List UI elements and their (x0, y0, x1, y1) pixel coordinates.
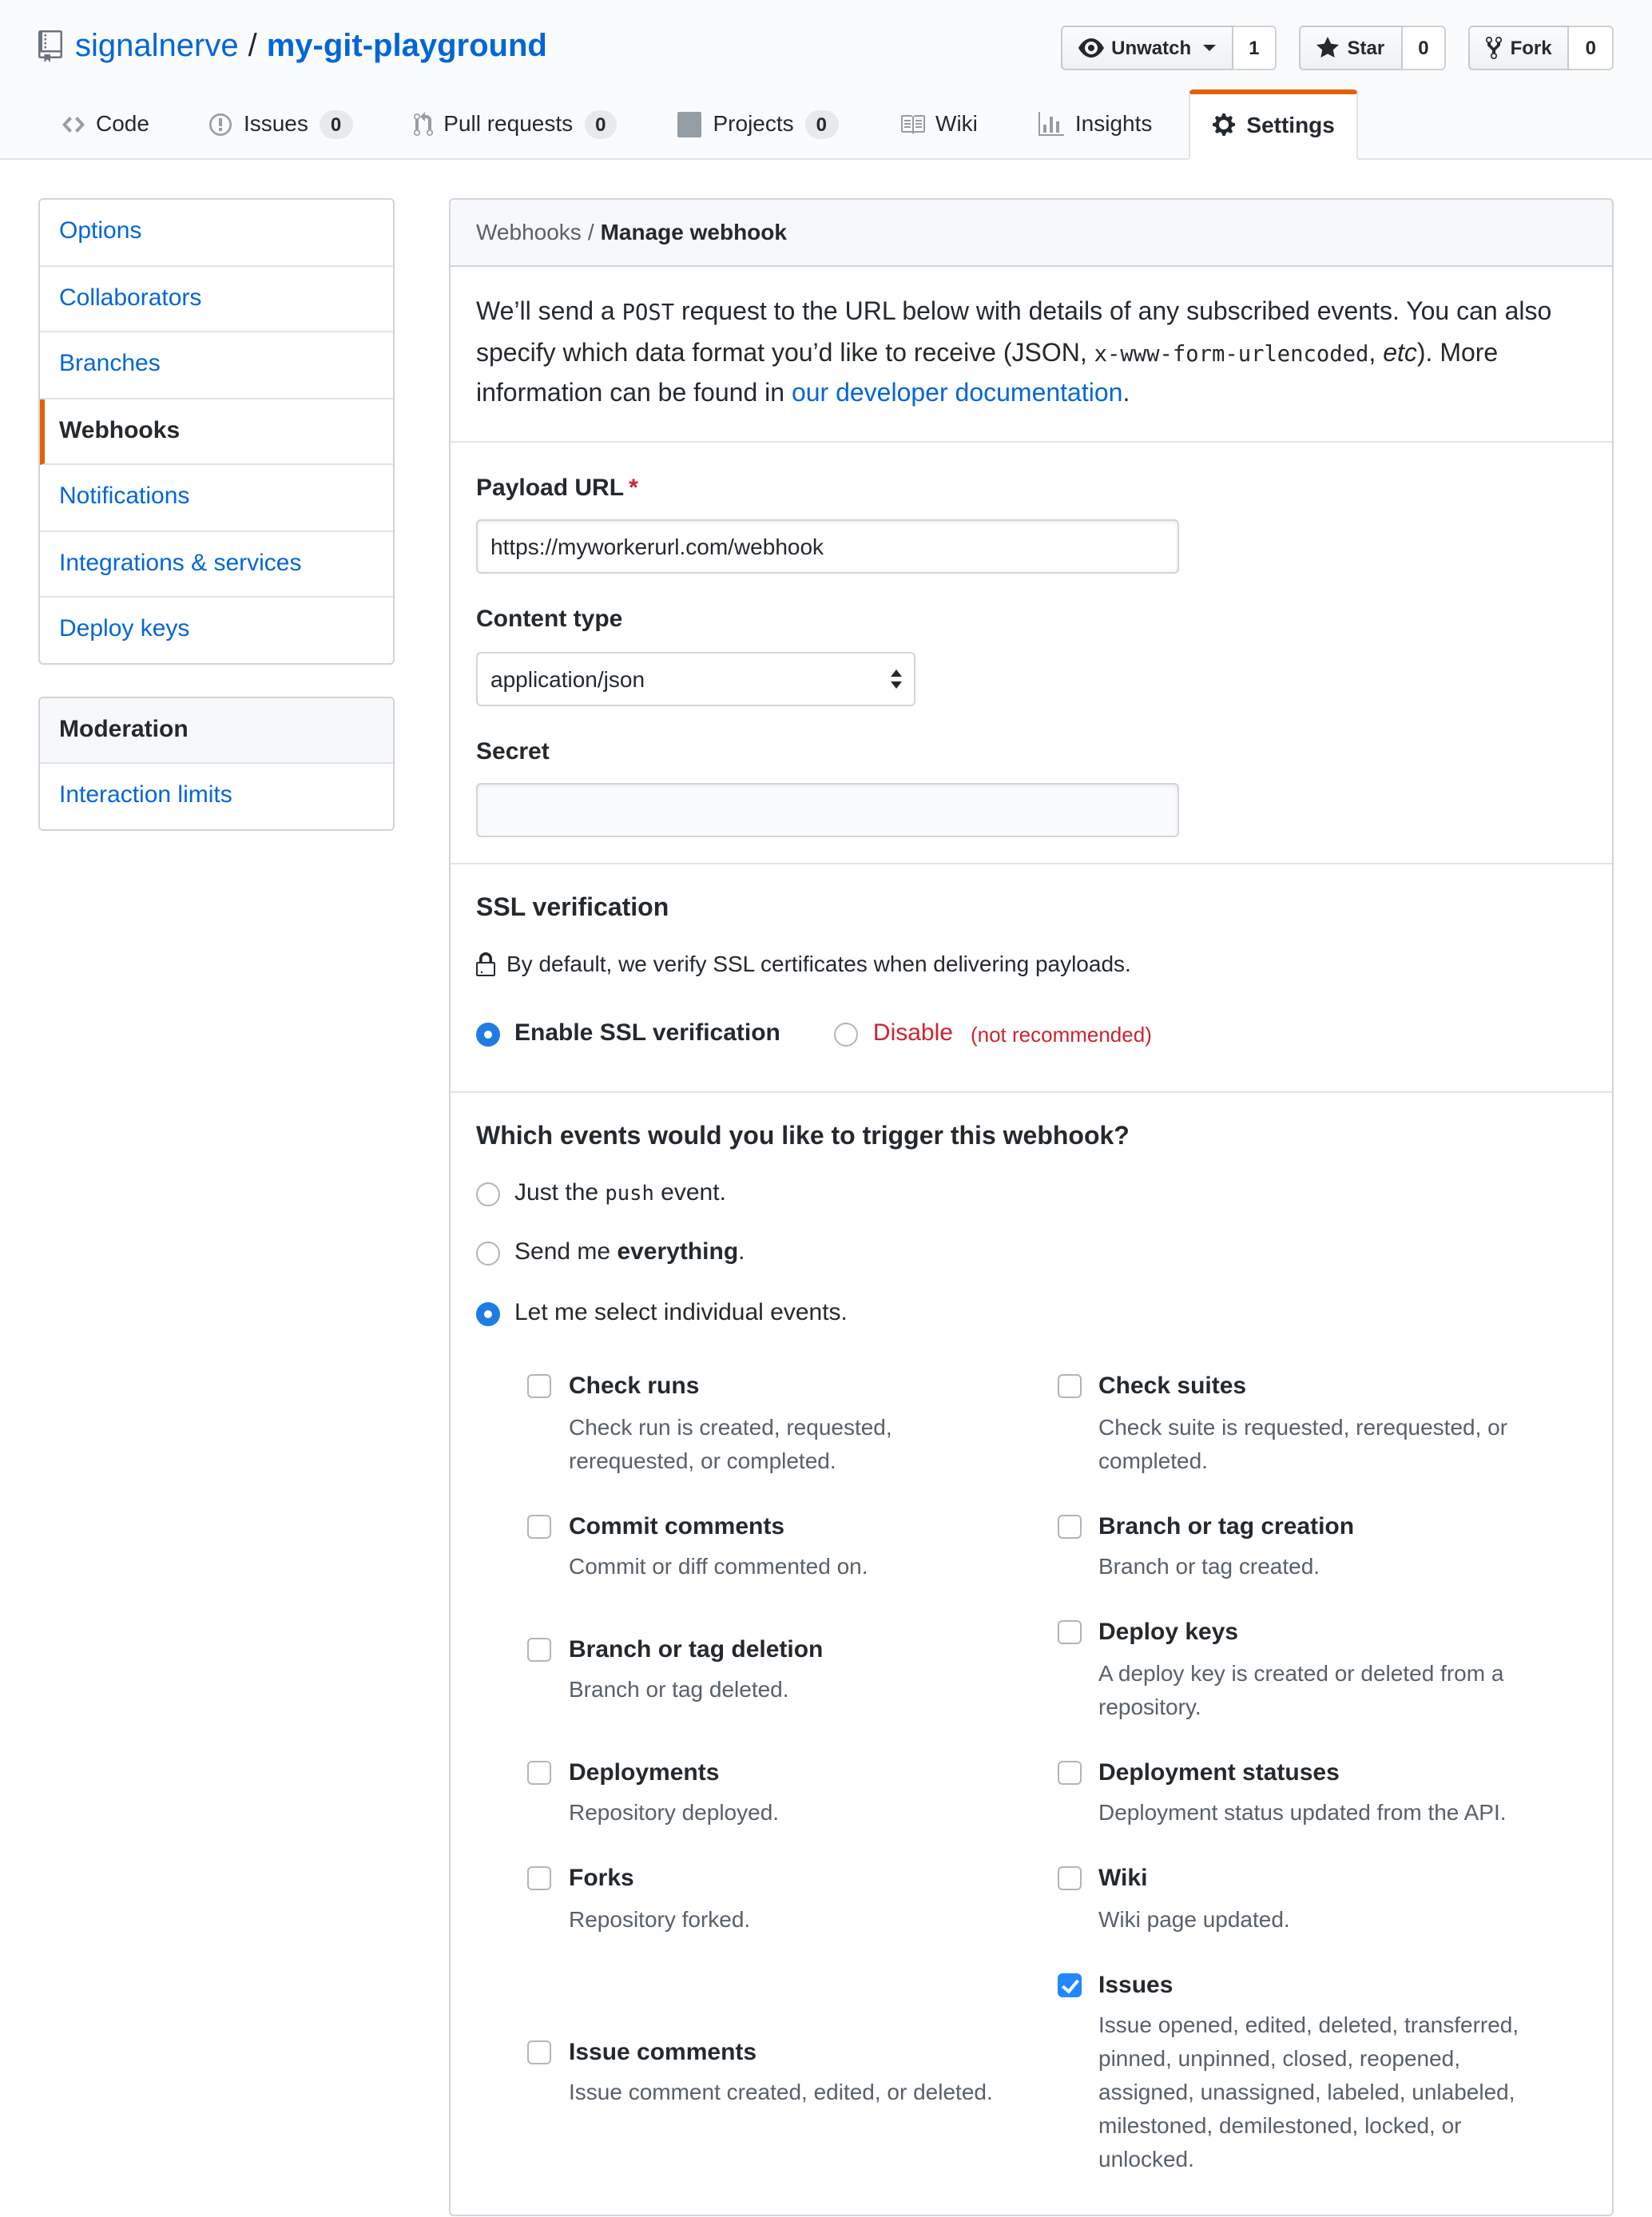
fork-button[interactable] (1469, 26, 1570, 70)
repo-icon (38, 30, 62, 62)
event-title: Deployments (569, 1758, 720, 1786)
event-grid (527, 1370, 1586, 2177)
branch-or-tag-creation-checkbox[interactable] (1057, 1515, 1081, 1539)
event-desc: Wiki page updated. (1098, 1905, 1290, 1932)
page-title: Manage webhook (600, 219, 787, 244)
watch-count[interactable]: 1 (1233, 26, 1277, 70)
deployments-checkbox[interactable] (527, 1761, 551, 1785)
check-suites-checkbox[interactable] (1057, 1375, 1081, 1399)
repo-owner-link[interactable]: signalnerve (75, 29, 239, 64)
git-pull-request-icon (413, 111, 432, 137)
ssl-radio-group (476, 1011, 1586, 1066)
tab-code[interactable]: Code (38, 89, 173, 158)
event-desc: Repository forked. (569, 1905, 751, 1932)
code-icon (62, 111, 85, 137)
ssl-section (451, 864, 1612, 1091)
settings-sidebar (38, 198, 395, 830)
event-deployments (527, 1756, 1057, 1830)
event-title: Branch or tag deletion (569, 1635, 824, 1663)
event-desc: Commit or diff commented on. (569, 1553, 868, 1579)
graph-icon (1038, 111, 1064, 137)
watch-button-group (1060, 26, 1277, 70)
radio-just-push-label: Just the push event. (514, 1178, 726, 1206)
event-desc: Check suite is requested, rerequested, or completed. (1098, 1413, 1508, 1473)
repo-separator: / (248, 29, 257, 64)
event-check-suites (1057, 1370, 1586, 1478)
required-asterisk: * (629, 474, 638, 502)
radio-just-push[interactable] (476, 1176, 1586, 1212)
event-deploy-keys (1057, 1616, 1586, 1724)
repo-name-link[interactable]: my-git-playground (266, 29, 547, 64)
event-title: Branch or tag creation (1098, 1512, 1355, 1540)
tab-insights[interactable]: Insights (1015, 89, 1177, 158)
event-title: Check suites (1098, 1373, 1247, 1401)
disable-ssl-radio-control[interactable] (835, 1023, 859, 1047)
radio-everything-control[interactable] (476, 1242, 500, 1265)
event-title: Deployment statuses (1098, 1758, 1340, 1786)
project-icon (678, 111, 702, 137)
eye-icon (1078, 35, 1103, 61)
sidebar-item-notifications[interactable]: Notifications (40, 465, 393, 531)
radio-individual-events-control[interactable] (476, 1301, 500, 1325)
radio-just-push-control[interactable] (476, 1182, 500, 1206)
webhook-panel (449, 198, 1614, 2217)
forks-checkbox[interactable] (527, 1867, 551, 1891)
book-icon (899, 111, 924, 137)
event-deployment-statuses (1057, 1756, 1586, 1830)
radio-individual-events[interactable] (476, 1296, 1586, 1332)
content-type-label: Content type (476, 606, 623, 634)
event-desc: Issue opened, edited, deleted, transferred, pinned, unpinned, closed, reopened, assigned, unassigned, labeled, unlabeled, milestoned, demilestoned, locked, or unlocked. (1098, 2012, 1519, 2172)
post-code: POST (621, 300, 675, 326)
enable-ssl-radio-control[interactable] (476, 1023, 500, 1047)
events-section (451, 1091, 1612, 2215)
sidebar-item-integrations-services[interactable]: Integrations & services (40, 531, 393, 598)
event-desc: Deployment status updated from the API. (1098, 1799, 1507, 1826)
wiki-checkbox[interactable] (1057, 1867, 1081, 1891)
enable-ssl-radio[interactable] (476, 1017, 780, 1053)
developer-documentation-link[interactable]: our developer documentation (791, 380, 1123, 408)
event-forks (527, 1862, 1057, 1937)
repo-forked-icon (1487, 35, 1503, 61)
event-title: Check runs (569, 1373, 700, 1401)
repo-actions (1060, 22, 1614, 70)
issue-comments-checkbox[interactable] (527, 2040, 551, 2064)
event-branch-or-tag-deletion (527, 1633, 1057, 1707)
event-desc: Branch or tag created. (1098, 1553, 1320, 1579)
event-row (527, 1616, 1586, 1724)
sidebar-item-options[interactable]: Options (40, 200, 393, 266)
secret-label: Secret (476, 737, 550, 765)
deployment-statuses-checkbox[interactable] (1057, 1761, 1081, 1785)
sidebar-item-branches[interactable]: Branches (40, 332, 393, 399)
content-type-select[interactable] (476, 652, 915, 706)
fork-button-group (1469, 26, 1614, 70)
ssl-note (476, 948, 1586, 982)
payload-url-input[interactable] (476, 520, 1179, 574)
tab-projects[interactable]: Projects 0 (654, 89, 863, 158)
sidebar-item-interaction-limits[interactable]: Interaction limits (59, 781, 232, 809)
disable-ssl-note: (not recommended) (970, 1022, 1152, 1047)
urlencoded-code: x-www-form-urlencoded (1094, 341, 1369, 368)
commit-comments-checkbox[interactable] (527, 1515, 551, 1539)
payload-url-label: Payload URL * (476, 474, 638, 502)
event-row (527, 1756, 1586, 1830)
event-title: Wiki (1098, 1865, 1148, 1893)
issue-opened-icon (210, 111, 232, 137)
unwatch-button[interactable] (1060, 26, 1233, 70)
event-commit-comments (527, 1510, 1057, 1584)
pull-requests-counter: 0 (584, 109, 617, 138)
issues-checkbox[interactable] (1057, 1973, 1081, 1997)
sidebar-item-deploy-keys[interactable]: Deploy keys (59, 615, 190, 642)
content-type-select-wrap (476, 652, 915, 706)
projects-counter: 0 (805, 109, 838, 138)
fork-label: Fork (1510, 37, 1552, 59)
event-issue-comments (527, 2036, 1057, 2110)
deploy-keys-checkbox[interactable] (1057, 1621, 1081, 1645)
branch-or-tag-deletion-checkbox[interactable] (527, 1638, 551, 1662)
sidebar-item-webhooks[interactable]: Webhooks (40, 399, 393, 465)
tab-wiki[interactable]: Wiki (875, 89, 1002, 158)
issues-counter: 0 (320, 109, 352, 138)
breadcrumb (451, 200, 1612, 267)
enable-ssl-label: Enable SSL verification (514, 1019, 780, 1047)
event-row (527, 1370, 1586, 1478)
event-title: Forks (569, 1865, 634, 1893)
event-issues (1057, 1969, 1586, 2177)
disable-ssl-radio[interactable] (835, 1017, 1152, 1053)
moderation-header: Moderation (40, 697, 393, 764)
event-title: Deploy keys (1098, 1619, 1239, 1647)
radio-everything[interactable] (476, 1236, 1586, 1272)
event-check-runs (527, 1370, 1057, 1478)
star-icon (1317, 35, 1340, 61)
webhook-form-section (451, 441, 1612, 864)
intro-text: We’ll send a POST request to the URL below with details of any subscribed events. You can also specify which data format you’d like to receive (JSON, x-www-form-urlencoded, etc). More information can be found in our developer documentation. (476, 299, 1552, 408)
event-desc: Repository deployed. (569, 1799, 780, 1826)
disable-ssl-label: Disable (872, 1019, 953, 1047)
star-count[interactable]: 0 (1402, 26, 1446, 70)
tab-pull-requests[interactable]: Pull requests 0 (389, 89, 641, 158)
moderation-menu (38, 696, 395, 830)
radio-everything-label: Send me everything. (514, 1238, 745, 1266)
event-desc: A deploy key is created or deleted from a repository. (1098, 1659, 1504, 1719)
event-wiki (1057, 1862, 1586, 1937)
repo-nav (38, 89, 1614, 158)
event-desc: Branch or tag deleted. (569, 1676, 789, 1702)
tab-issues[interactable]: Issues 0 (186, 89, 376, 158)
ssl-heading: SSL verification (476, 895, 669, 923)
star-label: Star (1347, 37, 1385, 59)
repo-title (38, 22, 547, 70)
unwatch-label: Unwatch (1111, 37, 1192, 59)
star-button[interactable] (1300, 26, 1403, 70)
caret-down-icon (1202, 45, 1215, 51)
event-branch-or-tag-creation (1057, 1510, 1586, 1584)
event-row (527, 1862, 1586, 1937)
breadcrumb-webhooks-link[interactable]: Webhooks (476, 219, 582, 244)
event-title: Commit comments (569, 1512, 785, 1540)
repo-header (0, 0, 1652, 160)
radio-individual-events-label: Let me select individual events. (514, 1298, 848, 1326)
intro-section (451, 267, 1612, 441)
event-row (527, 1969, 1586, 2177)
event-desc: Check run is created, requested, rerequested, or completed. (569, 1413, 892, 1473)
check-runs-checkbox[interactable] (527, 1375, 551, 1399)
settings-layout (38, 160, 1614, 2217)
event-title: Issues (1098, 1971, 1173, 1999)
breadcrumb-separator: / (587, 219, 594, 244)
settings-menu (38, 198, 395, 664)
event-row (527, 1510, 1586, 1584)
secret-input[interactable] (476, 784, 1179, 838)
events-heading: Which events would you like to trigger this webhook? (476, 1122, 1130, 1150)
sidebar-item-collaborators[interactable]: Collaborators (40, 266, 393, 332)
event-title: Issue comments (569, 2038, 757, 2066)
event-desc: Issue comment created, edited, or deleted. (569, 2079, 993, 2105)
lock-icon (476, 952, 495, 978)
ssl-note-text: By default, we verify SSL certificates when delivering payloads. (506, 951, 1131, 977)
fork-count[interactable]: 0 (1570, 26, 1614, 70)
star-button-group (1300, 26, 1447, 70)
tab-settings[interactable]: Settings (1189, 89, 1358, 160)
events-radio-group (476, 1176, 1586, 1332)
gear-icon (1213, 112, 1235, 137)
